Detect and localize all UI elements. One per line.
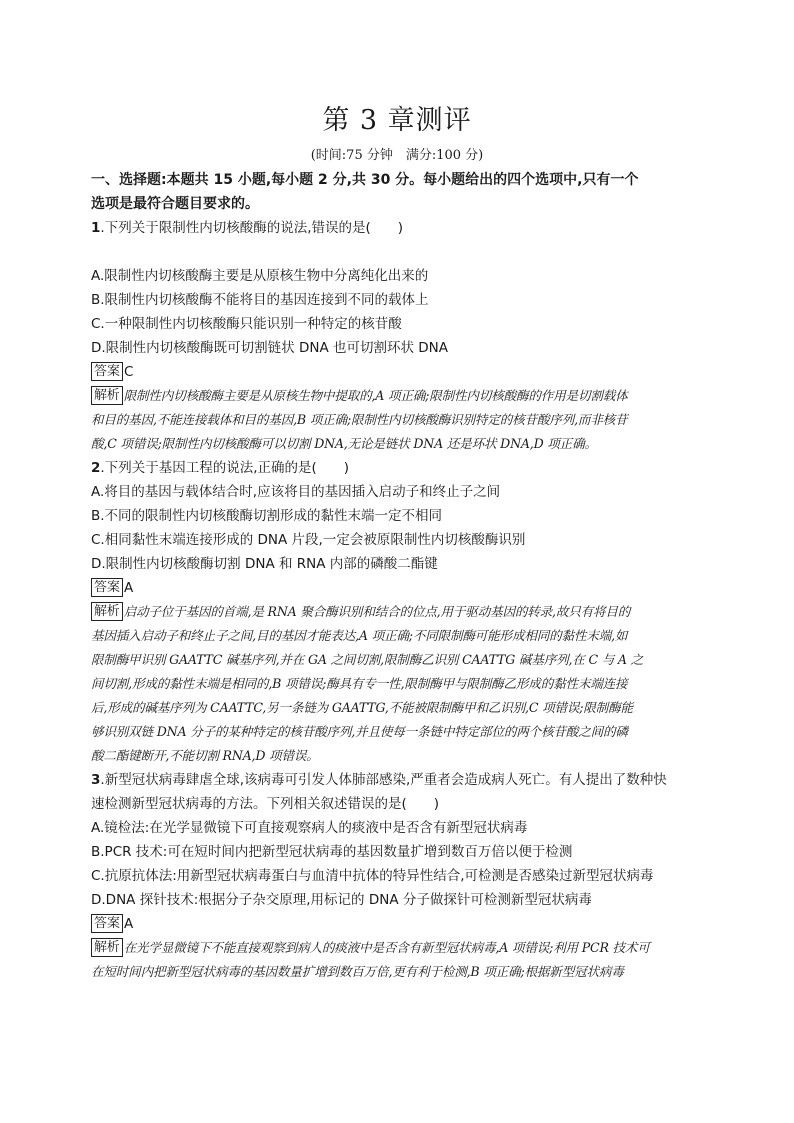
section-heading: 选项是最符合题目要求的。 (91, 196, 259, 212)
exam-info: (时间:75 分钟 满分:100 分) (310, 148, 484, 163)
answer-line (91, 360, 703, 384)
blank-line (91, 240, 703, 264)
question-stem (91, 456, 703, 480)
document-body (91, 168, 703, 984)
question-text: .下列关于限制性内切核酸酶的说法,错误的是( ) (100, 220, 404, 236)
analysis-line (91, 600, 703, 624)
analysis-label: 解析 (91, 386, 123, 405)
analysis-text: 启动子位于基因的首端,是 RNA 聚合酶识别和结合的位点,用于驱动基因的转录,故只有将目的 (123, 604, 631, 619)
option-item: A.镜检法:在光学显微镜下可直接观察病人的痰液中是否含有新型冠状病毒 (91, 820, 528, 836)
answer-value: A (124, 916, 134, 932)
question-number: 3 (91, 772, 101, 788)
option-item: B.不同的限制性内切核酸酶切割形成的黏性末端一定不相同 (91, 508, 443, 524)
analysis-line: 限制酶甲识别 GAATTC 碱基序列,并在 GA 之间切割,限制酶乙识别 CAATTG 碱基序列,在 C 与 A 之 (91, 652, 644, 667)
option-item: C.一种限制性内切核酸酶只能识别一种特定的核苷酸 (91, 316, 402, 332)
option-item: A.限制性内切核酸酶主要是从原核生物中分离纯化出来的 (91, 268, 429, 284)
analysis-line: 和目的基因,不能连接载体和目的基因,B 项正确;限制性内切核酸酶识别特定的核苷酸序列,而非核苷 (91, 412, 628, 427)
question-text: .新型冠状病毒肆虐全球,该病毒可引发人体肺部感染,严重者会造成病人死亡。有人提出了数种快 (100, 772, 667, 788)
answer-label: 答案 (91, 362, 123, 381)
answer-line (91, 576, 703, 600)
question-stem (91, 768, 703, 792)
option-item: D.限制性内切核酸酶既可切割链状 DNA 也可切割环状 DNA (91, 340, 449, 356)
answer-line (91, 912, 703, 936)
analysis-line: 基因插入启动子和终止子之间,目的基因才能表达,A 项正确;不同限制酶可能形成相同的黏性末端,如 (91, 628, 628, 643)
question-number: 2 (91, 460, 101, 476)
option-item: B.限制性内切核酸酶不能将目的基因连接到不同的载体上 (91, 292, 429, 308)
answer-label: 答案 (91, 578, 123, 597)
section-heading: 一、选择题:本题共 15 小题,每小题 2 分,共 30 分。每小题给出的四个选项中,只有一个 (91, 172, 639, 188)
answer-value: C (124, 364, 134, 380)
question-stem-continued: 速检测新型冠状病毒的方法。下列相关叙述错误的是( ) (91, 796, 440, 812)
question-number: 1 (91, 220, 101, 236)
question-stem (91, 216, 703, 240)
analysis-label: 解析 (91, 938, 123, 957)
analysis-text: 在光学显微镜下不能直接观察到病人的痰液中是否含有新型冠状病毒,A 项错误;利用 PCR 技术可 (123, 940, 650, 955)
option-item: A.将目的基因与载体结合时,应该将目的基因插入启动子和终止子之间 (91, 484, 501, 500)
analysis-label: 解析 (91, 602, 123, 621)
analysis-line: 够识别双链 DNA 分子的某种特定的核苷酸序列,并且使每一条链中特定部位的两个核苷酸之间的磷 (91, 724, 628, 739)
analysis-line (91, 936, 703, 960)
option-item: C.抗原抗体法:用新型冠状病毒蛋白与血清中抗体的特异性结合,可检测是否感染过新型冠状病毒 (91, 868, 654, 884)
option-item: D.限制性内切核酸酶切割 DNA 和 RNA 内部的磷酸二酯键 (91, 556, 438, 572)
analysis-line: 酸二酯键断开,不能切割 RNA,D 项错误。 (91, 748, 319, 763)
option-item: D.DNA 探针技术:根据分子杂交原理,用标记的 DNA 分子做探针可检测新型冠状病毒 (91, 892, 592, 908)
analysis-line (91, 384, 703, 408)
answer-value: A (124, 580, 134, 596)
analysis-line: 酸,C 项错误;限制性内切核酸酶可以切割 DNA,无论是链状 DNA 还是环状 DNA,D 项正确。 (91, 436, 597, 451)
page-title: 第 3 章测评 (322, 105, 472, 136)
answer-label: 答案 (91, 914, 123, 933)
question-text: .下列关于基因工程的说法,正确的是( ) (100, 460, 350, 476)
analysis-line: 在短时间内把新型冠状病毒的基因数量扩增到数百万倍,更有利于检测,B 项正确;根据新型冠状病毒 (91, 964, 624, 979)
option-item: B.PCR 技术:可在短时间内把新型冠状病毒的基因数量扩增到数百万倍以便于检测 (91, 844, 573, 860)
option-item: C.相同黏性末端连接形成的 DNA 片段,一定会被原限制性内切核酸酶识别 (91, 532, 526, 548)
analysis-line: 间切割,形成的黏性末端是相同的,B 项错误;酶具有专一性,限制酶甲与限制酶乙形成的黏性末端连接 (91, 676, 628, 691)
analysis-text: 限制性内切核酸酶主要是从原核生物中提取的,A 项正确;限制性内切核酸酶的作用是切割载体 (123, 388, 628, 403)
analysis-line: 后,形成的碱基序列为 CAATTC,另一条链为 GAATTG,不能被限制酶甲和乙识别,C 项错误;限制酶能 (91, 700, 633, 715)
